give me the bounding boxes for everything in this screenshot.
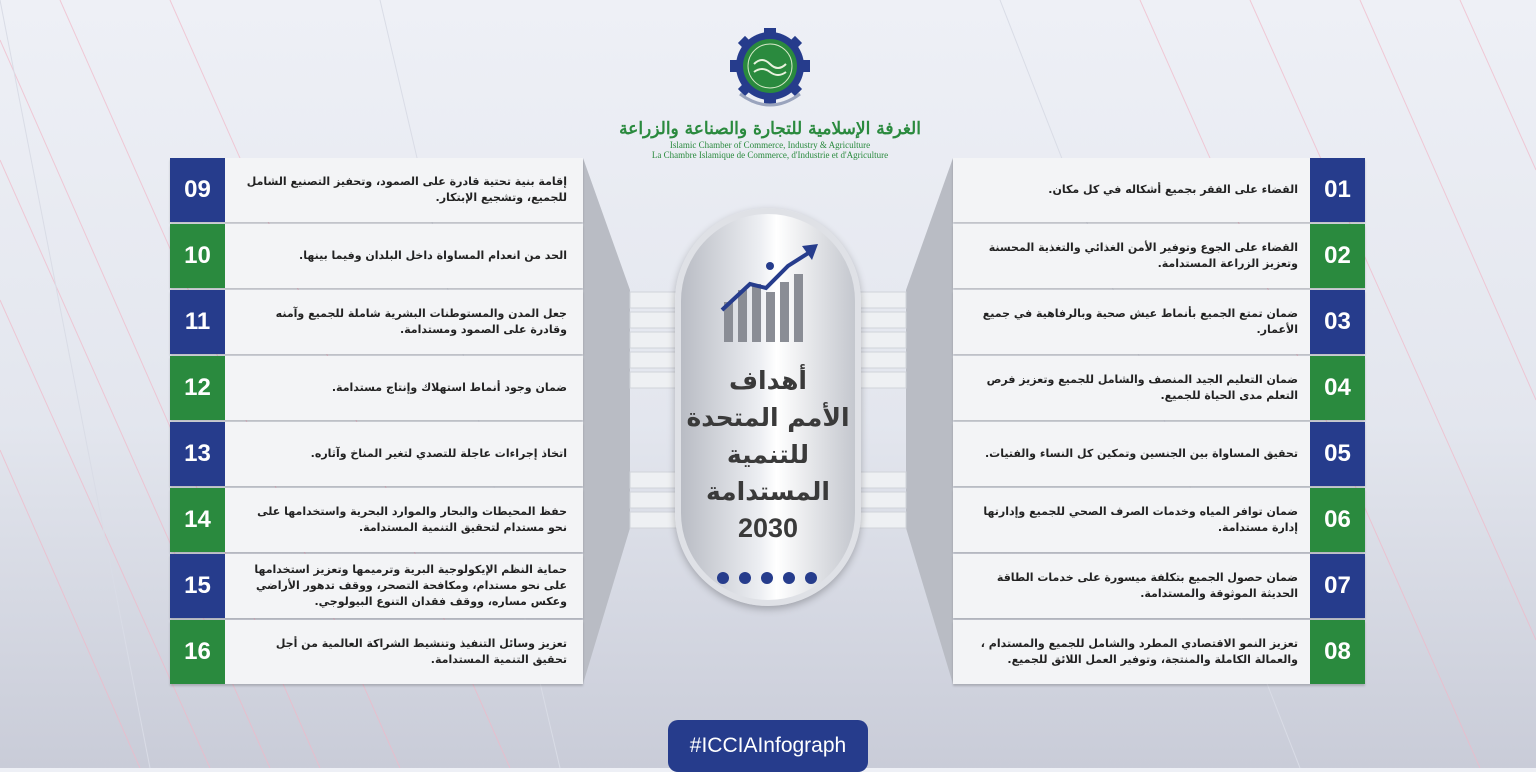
goal-number: 02 bbox=[1310, 224, 1365, 288]
goal-card-04 bbox=[953, 356, 1365, 420]
goal-card-06 bbox=[953, 488, 1365, 552]
goal-text: القضاء على الفقر بجميع أشكاله في كل مكان. bbox=[1048, 183, 1298, 196]
goal-card-01 bbox=[953, 158, 1365, 222]
goal-card-07 bbox=[953, 554, 1365, 618]
goal-number: 14 bbox=[170, 488, 225, 552]
dot bbox=[783, 572, 795, 584]
center-year: 2030 bbox=[737, 513, 799, 543]
goal-card-08 bbox=[953, 620, 1365, 684]
goal-text: جعل المدن والمستوطنات البشرية شاملة للجميع وآمنه وقادرة على الصمود ومستدامة. bbox=[275, 307, 567, 336]
goal-text: ضمان تمتع الجميع بأنماط عيش صحية وبالرفاهية في جميع الأعمار. bbox=[982, 307, 1298, 336]
goal-number: 04 bbox=[1310, 356, 1365, 420]
goal-card-16 bbox=[170, 620, 583, 684]
goal-number: 03 bbox=[1310, 290, 1365, 354]
goal-number: 15 bbox=[170, 554, 225, 618]
title-line: للتنمية bbox=[726, 440, 810, 469]
title-line: أهداف bbox=[729, 366, 807, 395]
goal-number: 08 bbox=[1310, 620, 1365, 684]
goal-number: 07 bbox=[1310, 554, 1365, 618]
goal-number: 11 bbox=[170, 290, 225, 354]
goal-text: تعزيز النمو الاقتصادي المطرد والشامل للجميع والمستدام ، والعمالة الكاملة والمنتجة، وتوفير العمل اللائق للجميع. bbox=[980, 637, 1298, 666]
goal-card-05 bbox=[953, 422, 1365, 486]
org-name-english: Islamic Chamber of Commerce, Industry & Agriculture bbox=[669, 140, 871, 150]
growth-chart-icon bbox=[718, 240, 822, 346]
goal-card-03 bbox=[953, 290, 1365, 354]
goal-text: القضاء على الجوع وتوفير الأمن الغذائي والتغذية المحسنة وتعزيز الزراعة المستدامة. bbox=[988, 241, 1298, 270]
goal-text: ضمان حصول الجميع بتكلفة ميسورة على خدمات الطاقة الحديثة الموثوقة والمستدامة. bbox=[996, 571, 1298, 600]
goal-card-13 bbox=[170, 422, 583, 486]
goal-number: 01 bbox=[1310, 158, 1365, 222]
org-name-arabic: الغرفة الإسلامية للتجارة والصناعة والزراعة bbox=[619, 119, 921, 139]
goal-text: ضمان توافر المياه وخدمات الصرف الصحي للجميع وإدارتها إدارة مستدامة. bbox=[983, 505, 1298, 534]
hashtag-badge: #ICCIAInfograph bbox=[668, 720, 868, 772]
dot bbox=[805, 572, 817, 584]
goal-text: ضمان وجود أنماط استهلاك وإنتاج مستدامة. bbox=[331, 381, 567, 394]
title-line: الأمم المتحدة bbox=[686, 403, 850, 432]
goal-number: 13 bbox=[170, 422, 225, 486]
goal-text: اتخاذ إجراءات عاجلة للتصدي لتغير المناخ وآثاره. bbox=[310, 447, 567, 460]
pagination-dots bbox=[717, 572, 827, 584]
dot bbox=[761, 572, 773, 584]
goal-card-11 bbox=[170, 290, 583, 354]
dot bbox=[739, 572, 751, 584]
goal-card-12 bbox=[170, 356, 583, 420]
goal-card-14 bbox=[170, 488, 583, 552]
goal-card-15 bbox=[170, 554, 583, 618]
goal-number: 10 bbox=[170, 224, 225, 288]
goal-text: ضمان التعليم الجيد المنصف والشامل للجميع وتعزيز فرص التعلم مدى الحياة للجميع. bbox=[986, 373, 1298, 402]
goal-number: 09 bbox=[170, 158, 225, 222]
goal-text: الحد من انعدام المساواة داخل البلدان وفيما بينها. bbox=[299, 249, 567, 262]
goal-number: 12 bbox=[170, 356, 225, 420]
goal-text: إقامة بنية تحتية قادرة على الصمود، وتحفيز التصنيع الشامل للجميع، وتشجيع الإبتكار. bbox=[246, 175, 567, 204]
goal-text: حفظ المحيطات والبحار والموارد البحرية واستخدامها على نحو مستدام لتحقيق التنمية المستدامة. bbox=[257, 505, 567, 534]
goal-text: حماية النظم الإيكولوجية البرية وترميمها وتعزيز استخدامها على نحو مستدام، ومكافحة التصحر، ووقف تدهور الأراضي وعكس مساره، ووقف فقدان التنوع البيولوجي. bbox=[254, 563, 567, 608]
goal-number: 06 bbox=[1310, 488, 1365, 552]
org-name-french: La Chambre Islamique de Commerce, d'Industrie et d'Agriculture bbox=[651, 150, 889, 160]
goal-card-02 bbox=[953, 224, 1365, 288]
center-title bbox=[675, 362, 861, 510]
goal-card-09 bbox=[170, 158, 583, 222]
goal-number: 16 bbox=[170, 620, 225, 684]
goal-number: 05 bbox=[1310, 422, 1365, 486]
goal-text: تحقيق المساواة بين الجنسين وتمكين كل النساء والفتيات. bbox=[985, 447, 1298, 460]
goal-text: تعزيز وسائل التنفيذ وتنشيط الشراكة العالمية من أجل تحقيق التنمية المستدامة. bbox=[275, 637, 567, 666]
goal-card-10 bbox=[170, 224, 583, 288]
dot bbox=[717, 572, 729, 584]
title-line: المستدامة bbox=[705, 477, 830, 506]
